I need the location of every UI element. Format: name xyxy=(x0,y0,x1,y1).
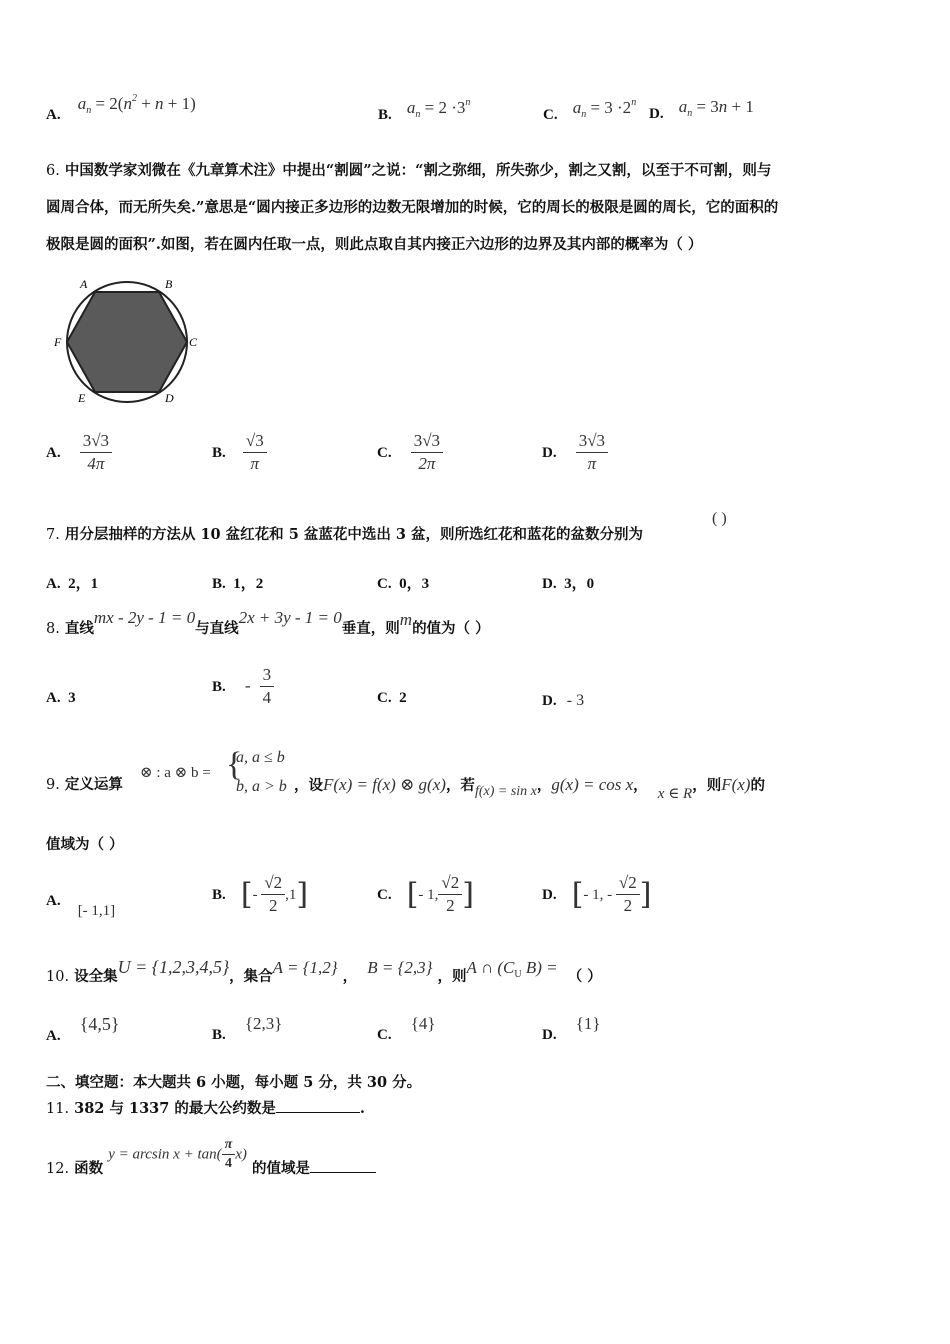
q5-option-c[interactable] xyxy=(543,97,637,126)
fraction: $\frac{3√3}{2\pi}$ xyxy=(411,430,443,475)
q6-option-d[interactable]: D. $\frac{3√3}{\pi}$ xyxy=(542,430,608,475)
q9-operator: ⊗ : a ⊗ b = xyxy=(140,765,211,781)
q9-brace: { xyxy=(226,746,243,783)
q8-option-c[interactable]: C. 2 xyxy=(377,690,407,706)
variable-m: m xyxy=(399,610,413,629)
q10-option-c[interactable]: C. {4} xyxy=(377,1014,436,1043)
q7-stem: 7. 用分层抽样的方法从 10 盆红花和 5 盆蓝花中选出 3 盆，则所选红花和蓝花的盆数分别为 xyxy=(46,526,644,543)
q9-case-2: b, a > b xyxy=(236,778,287,795)
q11-stem: 11. 382 与 1337 的最大公约数是 . xyxy=(46,1100,365,1117)
q9-option-a[interactable]: A. [- 1,1] xyxy=(46,893,116,919)
q7-option-d[interactable]: D. 3，0 xyxy=(542,576,595,592)
q10-option-a[interactable]: A. {4,5} xyxy=(46,1014,120,1044)
q10-option-b[interactable]: B. {2,3} xyxy=(212,1014,283,1043)
q7-option-b[interactable]: B. 1，2 xyxy=(212,576,264,592)
q5-option-a[interactable] xyxy=(46,93,196,126)
q6-line1: 6. 中国数学家刘微在《九章算术注》中提出“割圆”之说：“割之弥细，所失弥少，割之又割，以至于不可割，则与 xyxy=(46,162,772,179)
q8-stem: 8. 直线mx - 2y - 1 = 0与直线2x + 3y - 1 = 0垂直，则m的值为（ ） xyxy=(46,608,490,637)
q6-option-b[interactable]: B. $\frac{√3}{\pi}$ xyxy=(212,430,267,475)
q9-option-d[interactable]: D. [- 1, - $\frac{√2}{2}$ ] xyxy=(542,873,652,915)
fraction: $\frac{√2}{2}$ xyxy=(438,872,462,917)
q6-line2: 圆周合体，而无所失矣.”意思是“圆内接正多边形的边数无限增加的时候，它的周长的极限是圆的周长，它的面积的 xyxy=(46,199,779,216)
fraction: $\frac{√2}{2}$ xyxy=(261,872,285,917)
fraction: $\frac{3√3}{4\pi}$ xyxy=(80,430,112,475)
option-label: B. xyxy=(378,107,392,123)
hexagon-in-circle-figure xyxy=(52,276,202,408)
q6-line3: 极限是圆的面积”.如图，若在圆内任取一点，则此点取自其内接正六边形的边界及其内部的概率为（ ） xyxy=(46,236,703,253)
q10-option-d[interactable]: D. {1} xyxy=(542,1014,601,1043)
vertex-label-f: F xyxy=(54,335,62,349)
section-heading: 二、填空题：本大题共 6 小题，每小题 5 分，共 30 分。 xyxy=(46,1074,422,1091)
q9-label-number: 9. 定义运算 xyxy=(46,776,123,793)
answer-blank[interactable] xyxy=(276,1112,360,1113)
fraction: $\frac{√3}{\pi}$ xyxy=(243,430,267,475)
q8-option-b[interactable]: B. - $\frac{3}{4}$ xyxy=(212,664,274,709)
q9-option-c[interactable]: C. [- 1, $\frac{√2}{2}$ ] xyxy=(377,873,474,915)
q6-option-c[interactable]: C. $\frac{3√3}{2\pi}$ xyxy=(377,430,443,475)
vertex-label-c: C xyxy=(189,335,198,349)
formula-a: $a_n = 2(n^2 + n + 1)$ xyxy=(77,93,196,116)
q5-option-d[interactable] xyxy=(649,97,754,125)
q5-option-b[interactable] xyxy=(378,97,471,126)
q10-stem: 10. 设全集U = {1,2,3,4,5}，集合A = {1,2} ， B = {2,3} ，则A ∩ ($C_U$ B) = （ ） xyxy=(46,957,602,985)
q8-option-d[interactable]: D. - 3 xyxy=(542,692,585,709)
q7-option-a[interactable]: A. 2，1 xyxy=(46,576,99,592)
formula-b: $a_n = 2 \cdot 3^n$ xyxy=(406,97,471,120)
fraction: $\frac{3}{4}$ xyxy=(260,664,275,709)
formula-d: $a_n = 3n + 1$ xyxy=(678,97,754,119)
q8-option-a[interactable]: A. 3 xyxy=(46,690,76,706)
fraction: $\frac{\pi}{4}$ xyxy=(222,1136,236,1173)
option-label: A. xyxy=(46,107,61,123)
option-label: D. xyxy=(649,106,664,122)
equation-1: mx - 2y - 1 = 0 xyxy=(93,608,196,627)
q9-line2: 值域为（ ） xyxy=(46,836,124,853)
q9-option-b[interactable]: B. [- $\frac{√2}{2}$ ,1] xyxy=(212,873,309,915)
fraction: $\frac{√2}{2}$ xyxy=(616,872,640,917)
vertex-label-a: A xyxy=(80,277,88,291)
formula-c: $a_n = 3 \cdot 2^n$ xyxy=(572,97,637,120)
fraction: $\frac{3√3}{\pi}$ xyxy=(576,430,608,475)
q7-option-c[interactable]: C. 0，3 xyxy=(377,576,430,592)
q9-case-1: a, a ≤ b xyxy=(236,749,285,766)
q9-stem-rest: ，设F(x) = f(x) ⊗ g(x)，若f(x) = sin x，g(x) = cos x， x ∈ R，则F(x)的 xyxy=(294,775,765,802)
q7-answer-paren: ( ) xyxy=(712,510,727,527)
vertex-label-d: D xyxy=(165,391,174,405)
option-label: C. xyxy=(543,107,558,123)
equation-2: 2x + 3y - 1 = 0 xyxy=(238,608,342,627)
q12-stem: 12. 函数 y = arcsin x + tan( $\frac{\pi}{4}$ x) 的值域是 xyxy=(46,1136,376,1173)
answer-blank[interactable] xyxy=(310,1172,376,1173)
vertex-label-b: B xyxy=(165,277,173,291)
vertex-label-e: E xyxy=(78,391,86,405)
q6-option-a[interactable]: A. $\frac{3√3}{4\pi}$ xyxy=(46,430,112,475)
